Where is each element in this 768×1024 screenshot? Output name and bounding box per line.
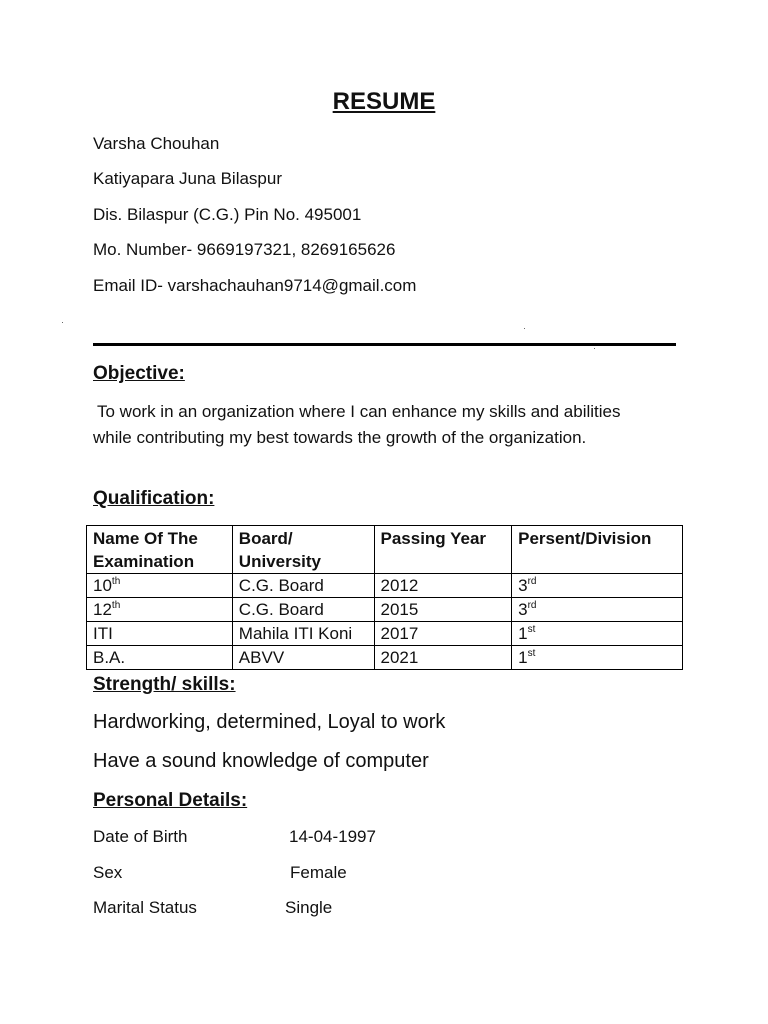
table-cell-exam: 10th — [87, 574, 233, 598]
table-row — [87, 574, 683, 598]
table-cell-division: 3rd — [512, 598, 683, 622]
contact-email: Email ID- varshachauhan9714@gmail.com — [93, 276, 417, 295]
marital-status-value: Single — [285, 898, 333, 917]
table-row — [87, 598, 683, 622]
dob-label: Date of Birth — [93, 827, 188, 846]
dob-value: 14-04-1997 — [289, 827, 376, 846]
skill-item: Have a sound knowledge of computer — [93, 750, 429, 772]
scan-speck — [524, 328, 525, 329]
table-cell-board: ABVV — [232, 646, 374, 670]
objective-text: To work in an organization where I can enhance my skills and abilities while contributing my best towards the growth of the organization. — [93, 402, 621, 447]
table-row — [87, 646, 683, 670]
sex-label: Sex — [93, 863, 123, 882]
contact-mobile: Mo. Number- 9669197321, 8269165626 — [93, 240, 396, 259]
contact-address-line1: Katiyapara Juna Bilaspur — [93, 169, 283, 188]
scan-speck — [62, 322, 63, 323]
table-cell-exam: 12th — [87, 598, 233, 622]
table-header-row — [87, 526, 683, 574]
table-cell-exam: B.A. — [87, 646, 233, 670]
marital-status-label: Marital Status — [93, 898, 197, 917]
contact-name: Varsha Chouhan — [93, 134, 220, 153]
table-cell-year: 2021 — [374, 646, 512, 670]
sex-value: Female — [290, 863, 347, 882]
table-header-cell: Persent/Division — [512, 526, 683, 574]
table-cell-exam: ITI — [87, 622, 233, 646]
qualification-heading: Qualification: — [93, 488, 215, 509]
scan-speck — [594, 348, 595, 349]
table-cell-year: 2017 — [374, 622, 512, 646]
skill-item: Hardworking, determined, Loyal to work — [93, 711, 446, 733]
table-header-cell: Board/ University — [232, 526, 374, 574]
qualification-table — [86, 525, 683, 670]
table-header-cell: Name Of The Examination — [87, 526, 233, 574]
objective-heading: Objective: — [93, 363, 185, 384]
table-cell-division: 3rd — [512, 574, 683, 598]
resume-title: RESUME — [332, 88, 436, 115]
contact-address-line2: Dis. Bilaspur (C.G.) Pin No. 495001 — [93, 205, 362, 224]
table-cell-year: 2015 — [374, 598, 512, 622]
table-cell-board: C.G. Board — [232, 598, 374, 622]
table-cell-division: 1st — [512, 622, 683, 646]
table-row — [87, 622, 683, 646]
table-cell-year: 2012 — [374, 574, 512, 598]
skills-heading: Strength/ skills: — [93, 674, 236, 695]
section-divider — [93, 343, 676, 346]
table-cell-board: Mahila ITI Koni — [232, 622, 374, 646]
personal-details-heading: Personal Details: — [93, 790, 248, 811]
table-header-cell: Passing Year — [374, 526, 512, 574]
table-cell-board: C.G. Board — [232, 574, 374, 598]
table-cell-division: 1st — [512, 646, 683, 670]
